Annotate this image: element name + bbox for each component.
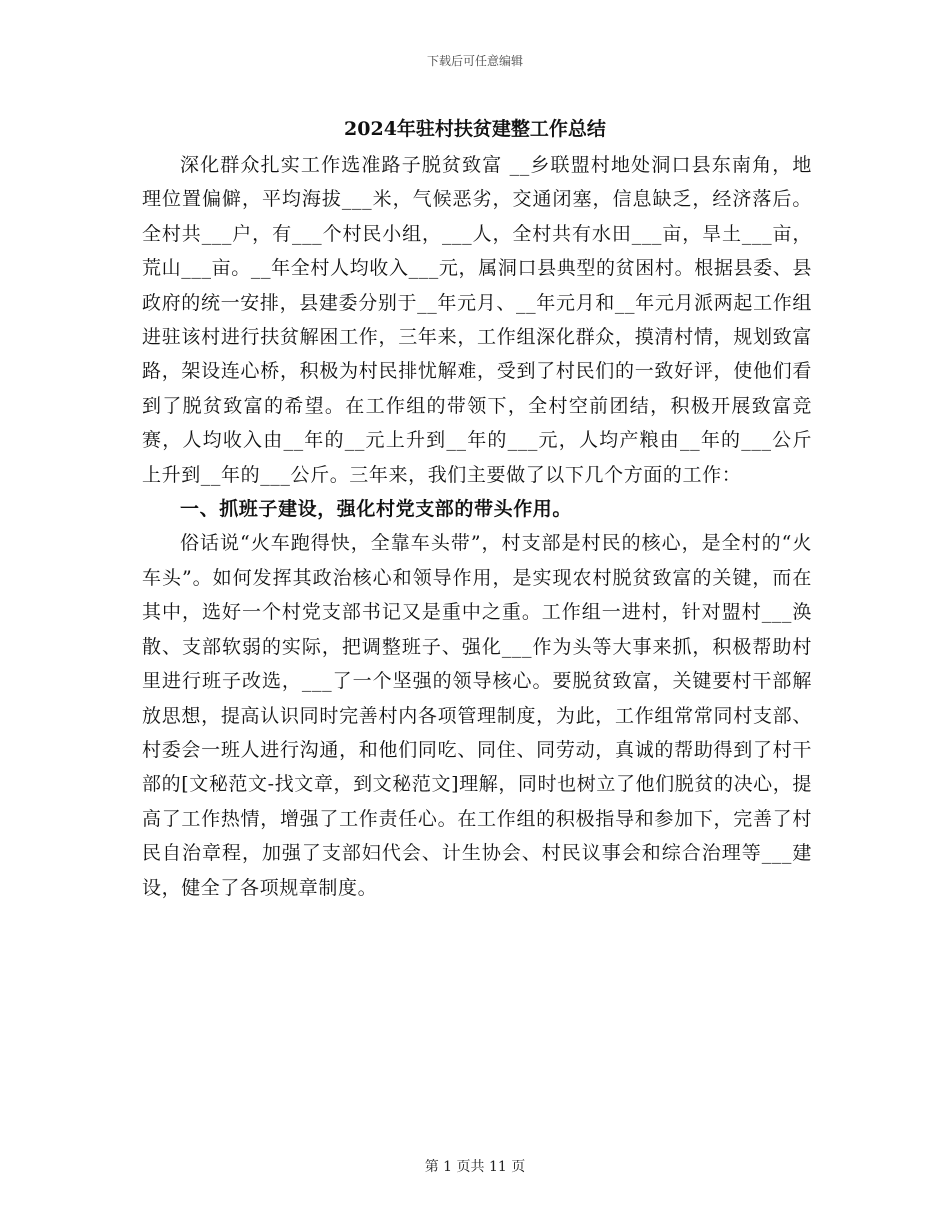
section1-paragraph: 俗话说“火车跑得快，全靠车头带”，村支部是村民的核心，是全村的“火车头”。如何发挥其政治核心和领导作用，是实现农村脱贫致富的关键，而在其中，选好一个村党支部书记又是重中之重。工作组一进村，针对盟村___涣散、支部软弱的实际，把调整班子、强化___作为头等大事来抓，积极帮助村里进行班子改选，___了一个坚强的领导核心。要脱贫致富，关键要村干部解放思想，提高认识同时完善村内各项管理制度，为此，工作组常常同村支部、村委会一班人进行沟通，和他们同吃、同住、同劳动，真诚的帮助得到了村干部的[文秘范文-找文章，到文秘范文]理解，同时也树立了他们脱贫的决心，提高了工作热情，增强了工作责任心。在工作组的积极指导和参加下，完善了村民自治章程，加强了支部妇代会、计生协会、村民议事会和综合治理等___建设，健全了各项规章制度。 — [142, 532, 812, 899]
document-title: 2024年驻村扶贫建整工作总结 — [344, 118, 606, 140]
document-body — [142, 148, 812, 905]
intro-paragraph: 深化群众扎实工作选准路子脱贫致富 __乡联盟村地处洞口县东南角，地理位置偏僻，平均海拔___米，气候恶劣，交通闭塞，信息缺乏，经济落后。全村共___户，有___个村民小组，___人，全村共有水田___亩，旱土___亩，荒山___亩。__年全村人均收入___元，属洞口县典型的贫困村。根据县委、县政府的统一安排，县建委分别于__年元月、__年元月和__年元月派两起工作组进驻该村进行扶贫解困工作，三年来，工作组深化群众，摸清村情，规划致富路，架设连心桥，积极为村民排忧解难，受到了村民们的一致好评，使他们看到了脱贫致富的希望。在工作组的带领下，全村空前团结，积极开展致富竞赛，人均收入由__年的__元上升到__年的___元，人均产粮由__年的___公斤上升到__年的___公斤。三年来，我们主要做了以下几个方面的工作： — [142, 154, 812, 486]
section1-heading: 一、抓班子建设，强化村党支部的带头作用。 — [180, 498, 573, 521]
header-note: 下载后可任意编辑 — [426, 54, 523, 68]
page-footer: 第 1 页共 11 页 — [424, 1159, 526, 1175]
